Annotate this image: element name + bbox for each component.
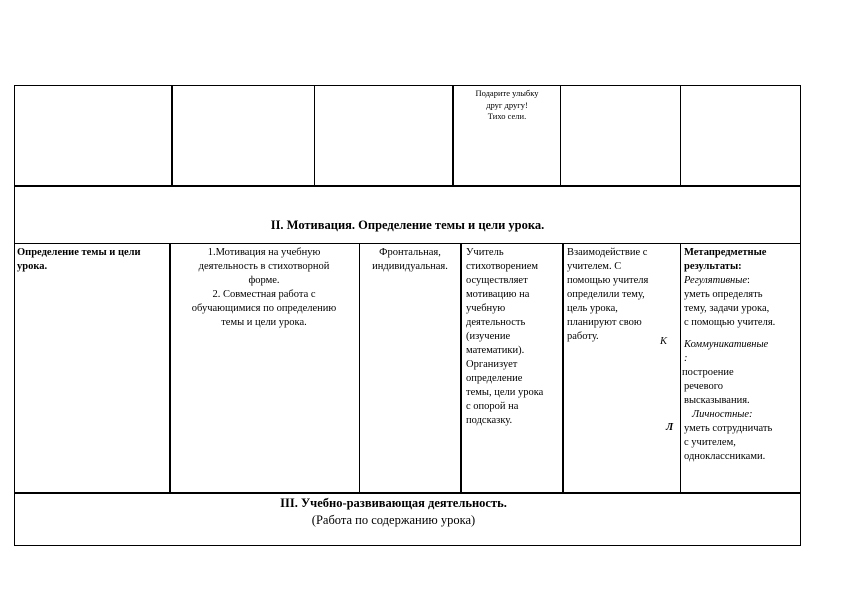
row1-bottom-border (14, 185, 801, 187)
row1-divider-5 (680, 85, 681, 186)
marker-k: К (660, 336, 667, 347)
work-form-cell (361, 246, 459, 274)
student-activity-line: цель урока, (567, 303, 618, 314)
row2-bottom-border (14, 243, 801, 244)
row3-bottom-border (14, 492, 801, 494)
row3-divider-5 (680, 243, 681, 493)
uud-heading-line: Метапредметные (684, 247, 767, 258)
row2-right-border (800, 186, 801, 243)
row3-divider-0 (14, 243, 15, 493)
regulative-line: с помощью учителя. (684, 317, 776, 328)
teacher-activity-line: с опорой на (466, 401, 519, 412)
communicative-line: речевого (684, 381, 724, 392)
row1-divider-2 (314, 85, 315, 186)
row1-divider-6 (800, 85, 801, 186)
greeting-line: Тихо сели. (487, 111, 527, 121)
row3-divider-2 (359, 243, 360, 493)
stage-tasks-line: форме. (248, 275, 280, 286)
uud-cell (684, 246, 800, 464)
uud-heading-line: результаты: (684, 261, 742, 272)
teacher-activity-line: (изучение (466, 331, 511, 342)
communicative-line: высказывания. (684, 395, 750, 406)
greeting-cell-text (455, 88, 559, 123)
student-activity-line: планируют свою (567, 317, 642, 328)
teacher-activity-line: мотивацию на (466, 289, 530, 300)
work-form-line: индивидуальная. (372, 261, 448, 272)
row4-right-border (800, 494, 801, 546)
row3-divider-4 (562, 243, 564, 493)
stage-tasks-line: темы и цели урока. (221, 317, 307, 328)
regulative-label: Регулятивные (684, 275, 747, 286)
section-3-title: III. Учебно-развивающая деятельность. (280, 496, 507, 510)
teacher-activity-line: учебную (466, 303, 506, 314)
teacher-activity-line: темы, цели урока (466, 387, 544, 398)
student-activity-line: работу. (567, 331, 599, 342)
row1-divider-3 (452, 85, 454, 186)
student-activity-line: Взаимодействие с (567, 247, 648, 258)
regulative-colon: : (747, 275, 750, 286)
greeting-line: друг другу! (486, 99, 528, 110)
stage-tasks-line: обучающимися по определению (191, 303, 337, 314)
communicative-colon: : (684, 353, 688, 364)
communicative-line: построение (682, 367, 734, 378)
row3-divider-3 (460, 243, 462, 493)
greeting-line: Подарите улыбку (475, 88, 539, 98)
stage-tasks-line: деятельность в стихотворной (198, 261, 330, 272)
teacher-activity-line: стихотворением (466, 261, 539, 272)
table-border-bottom (14, 545, 801, 546)
teacher-activity-line: деятельность (466, 317, 526, 328)
regulative-line: уметь определять (684, 289, 763, 300)
teacher-activity-line: определение (466, 373, 523, 384)
stage-name-line: Определение темы и цели (17, 247, 141, 258)
row1-divider-4 (560, 85, 561, 186)
stage-name-cell (17, 246, 167, 274)
work-form-line: Фронтальная, (379, 247, 441, 258)
personal-line: уметь сотрудничать (684, 423, 773, 434)
stage-tasks-cell (171, 246, 357, 330)
student-activity-line: помощью учителя (567, 275, 649, 286)
stage-tasks-line: 1.Мотивация на учебную (207, 247, 321, 258)
communicative-label: Коммуникативные (684, 339, 769, 350)
row1-divider-1 (171, 85, 173, 186)
teacher-activity-line: подсказку. (466, 415, 513, 426)
personal-line: с учителем, (684, 437, 736, 448)
teacher-activity-line: математики). (466, 345, 525, 356)
personal-line: одноклассниками. (684, 451, 766, 462)
row2-left-border (14, 186, 15, 243)
table-border-top (14, 85, 801, 86)
teacher-activity-line: Учитель (466, 247, 504, 258)
personal-label: Личностные: (692, 409, 753, 420)
row3-divider-6 (800, 243, 801, 493)
teacher-activity-line: осуществляет (466, 275, 528, 286)
section-3-subtitle: (Работа по содержанию урока) (311, 513, 476, 527)
teacher-activity-cell (466, 246, 560, 428)
row1-divider-0 (14, 85, 15, 186)
student-activity-line: учителем. С (567, 261, 622, 272)
section-2-title: II. Мотивация. Определение темы и цели урока. (270, 218, 545, 232)
stage-tasks-line: 2. Совместная работа с (212, 289, 316, 300)
regulative-line: тему, задачи урока, (684, 303, 770, 314)
student-activity-cell (567, 246, 679, 344)
student-activity-line: определили тему, (567, 289, 645, 300)
teacher-activity-line: Организует (466, 359, 518, 370)
stage-name-line: урока. (17, 261, 48, 272)
marker-l: Л (666, 422, 674, 433)
